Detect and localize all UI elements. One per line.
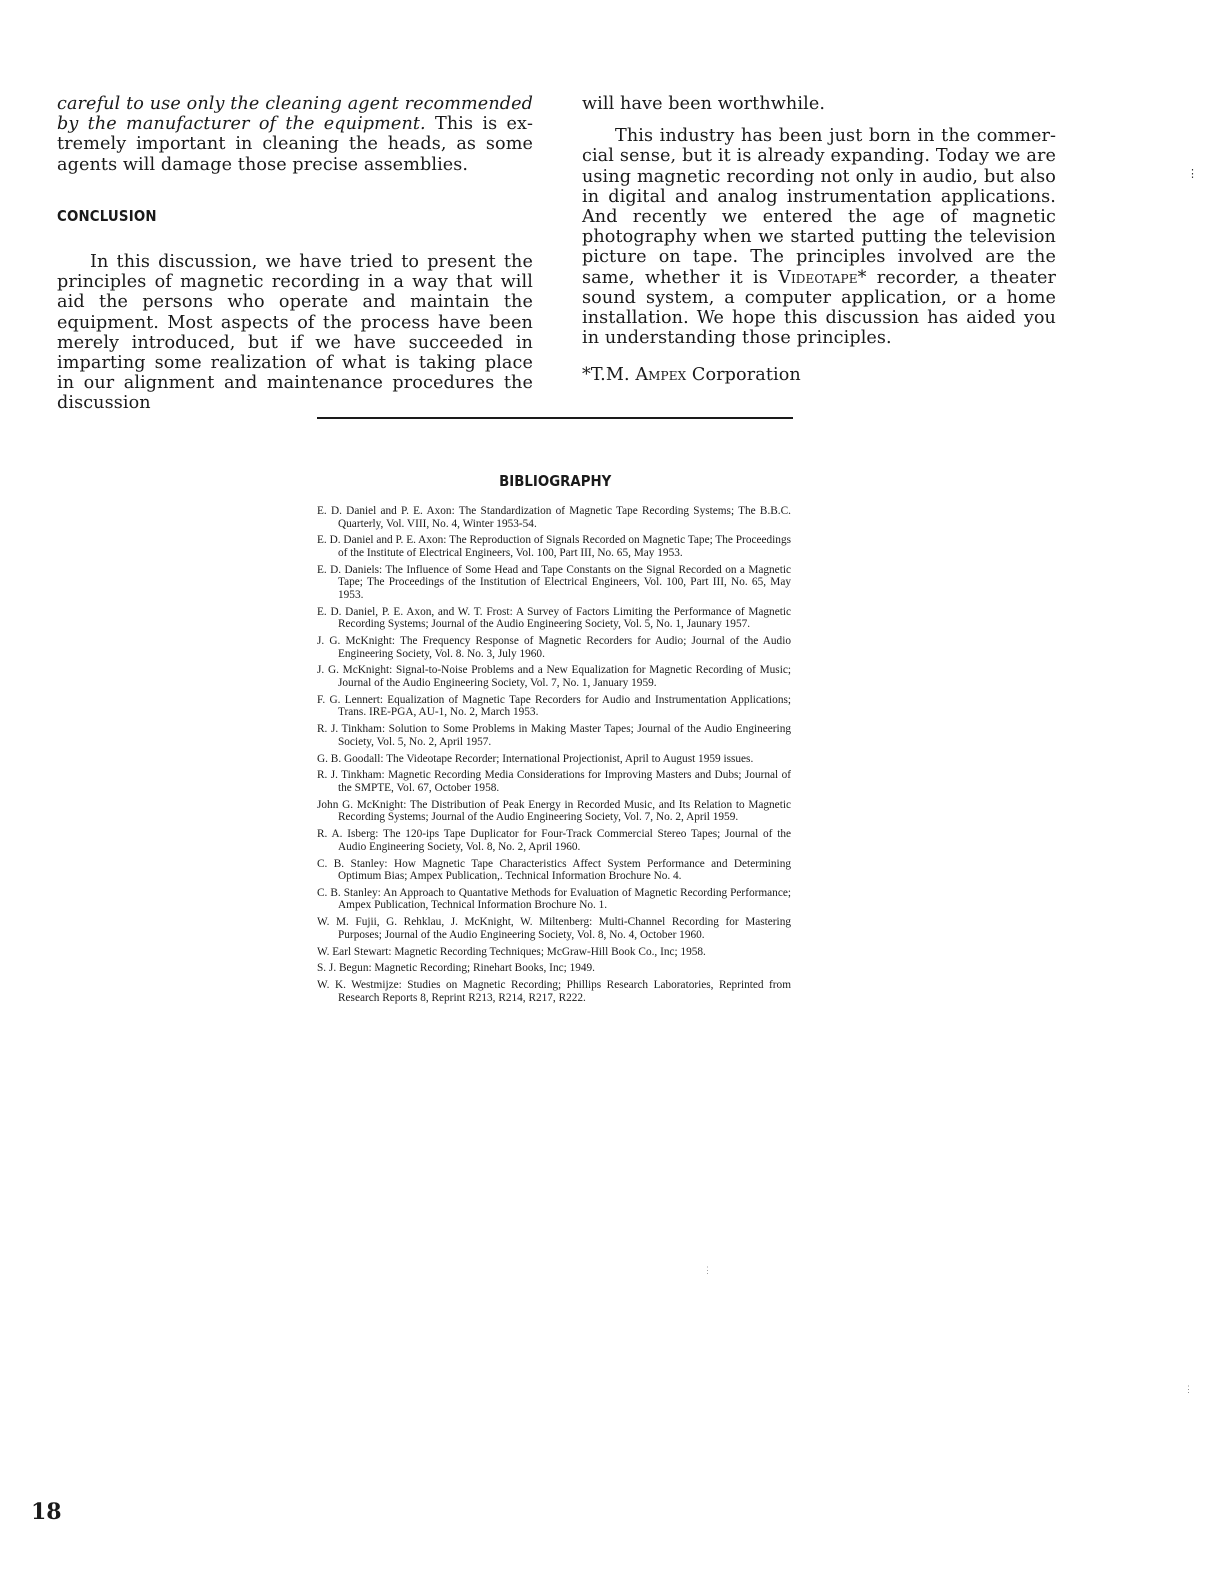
bibliography-entry: S. J. Begun: Magnetic Recording; Rinehart Books, Inc; 1949. <box>317 962 595 975</box>
intro-italic-text: careful to use only the cleaning agent recommended by the manufacturer of the equipment. <box>57 94 533 135</box>
industry-paragraph <box>582 126 1056 348</box>
bibliography-entry: E. D. Daniel and P. E. Axon: The Reproduction of Signals Recorded on Magnetic Tape; The Proceedings of the Institute of Electrical Engineers, Vol. 100, Part III, No. 65, May 1953. <box>317 534 791 559</box>
trademark-footnote <box>582 365 1056 385</box>
scan-speck: ⋮ <box>1187 167 1198 180</box>
bibliography-title: BIBLIOGRAPHY <box>498 472 612 490</box>
bibliography-entry: R. J. Tinkham: Magnetic Recording Media Considerations for Improving Masters and Dubs; Journal of the SMPTE, Vol. 67, October 1958. <box>317 769 791 794</box>
bibliography-entry: John G. McKnight: The Distribution of Peak Energy in Recorded Music, and Its Relation to Magnetic Recording Systems; Journal of the Audio Engineering Society, Vol. 7, No. 2, April 1959. <box>317 798 791 824</box>
bibliography-entry: W. Earl Stewart: Magnetic Recording Techniques; McGraw-Hill Book Co., Inc; 1958. <box>317 945 706 958</box>
intro-rest-text: This is extremely important in cleaning the heads, as some agents will damage those precise assemblies. <box>57 114 533 175</box>
continuation-text: will have been worthwhile. <box>582 94 826 114</box>
bibliography-entry: W. M. Fujii, G. Rehklau, J. McKnight, W. Miltenberg: Multi-Channel Recording for Mastering Purposes; Journal of the Audio Engineering Society, Vol. 8, No. 4, October 1960. <box>317 916 791 941</box>
conclusion-paragraph: In this discussion, we have tried to present the principles of magnetic recording in a way that will aid the persons who operate and maintain the equipment. Most aspects of the process have been merely introduced, but if we have succeeded in imparting some realization of what is taking place in our alignment and maintenance procedures the discussion <box>57 252 533 414</box>
trademark-prefix: *T.M. <box>582 365 636 386</box>
bibliography-entry: C. B. Stanley: An Approach to Quantative Methods for Evaluation of Magnetic Recording Performance; Ampex Publication, Technical Information Brochure No. 1. <box>317 886 791 912</box>
section-divider <box>317 417 793 419</box>
left-column <box>57 94 533 414</box>
bibliography-heading <box>317 472 793 490</box>
bibliography-entry: F. G. Lennert: Equalization of Magnetic Tape Recorders for Audio and Instrumentation Applications; Trans. IRE-PGA, AU-1, No. 2, March 1953. <box>317 693 791 719</box>
bibliography-entry: E. D. Daniels: The Influence of Some Head and Tape Constants on the Signal Recorded on a Magnetic Tape; The Proceedings of the Institution of Electrical Engineers, Vol. 100, Part III, No. 65, May 1953. <box>317 563 791 601</box>
bibliography-entry: G. B. Goodall: The Videotape Recorder; International Projectionist, April to August 1959 issues. <box>317 752 754 765</box>
intro-paragraph <box>57 94 533 175</box>
bibliography-entry: E. D. Daniel and P. E. Axon: The Standardization of Magnetic Tape Recording Systems; The B.B.C. Quarterly, Vol. VIII, No. 4, Winter 1953-54. <box>317 505 791 530</box>
bibliography-entry: R. J. Tinkham: Solution to Some Problems in Making Master Tapes; Journal of the Audio Engineering Society, Vol. 5, No. 2, April 1957. <box>317 723 791 748</box>
industry-text-part2: * recorder, a theater sound system, a computer application, or a home installation. We hope this discussion has aided you in understanding those principles. <box>582 267 1056 349</box>
conclusion-heading: CONCLUSION <box>57 206 157 225</box>
industry-text-part1: This industry has been just born in the commercial sense, but it is already expanding. Today we are using magnetic recording not only in audio, but also in digital and analog instrumentation applications. And recently we entered the age of magnetic photography when we started putting the television picture on tape. The principles involved are the same, whether it is <box>582 126 1056 288</box>
bibliography-entry: J. G. McKnight: Signal-to-Noise Problems and a New Equalization for Magnetic Recording of Music; Journal of the Audio Engineering Society, Vol. 7, No. 1, January 1959. <box>317 664 791 690</box>
bibliography-entry: R. A. Isberg: The 120-ips Tape Duplicator for Four-Track Commercial Stereo Tapes; Journal of the Audio Engineering Society, Vol. 8, No. 2, April 1960. <box>317 828 791 853</box>
trademark-brand: Ampex <box>635 365 687 386</box>
bibliography-entry: J. G. McKnight: The Frequency Response of Magnetic Recorders for Audio; Journal of the Audio Engineering Society, Vol. 8. No. 3, July 1960. <box>317 635 791 660</box>
page-number: 18 <box>31 1499 62 1525</box>
scan-speck: ⋮ <box>703 1266 712 1276</box>
bibliography-entry: W. K. Westmijze: Studies on Magnetic Recording; Phillips Research Laboratories, Reprinted from Research Reports 8, Reprint R213, R214, R217, R222. <box>317 979 791 1004</box>
scan-speck: ⋮ <box>1184 1385 1193 1395</box>
trademark-suffix: Corporation <box>686 365 801 386</box>
right-column <box>582 94 1056 386</box>
bibliography-entry: C. B. Stanley: How Magnetic Tape Characteristics Affect System Performance and Determining Optimum Bias; Ampex Publication,. Technical Information Brochure No. 4. <box>317 857 791 883</box>
videotape-trademark: Videotape <box>778 267 858 288</box>
bibliography-entry: E. D. Daniel, P. E. Axon, and W. T. Frost: A Survey of Factors Limiting the Performance of Magnetic Recording Systems; Journal of the Audio Engineering Society, Vol. 5, No. 1, Jaunary 1957. <box>317 605 791 631</box>
bibliography-list <box>317 505 791 1009</box>
